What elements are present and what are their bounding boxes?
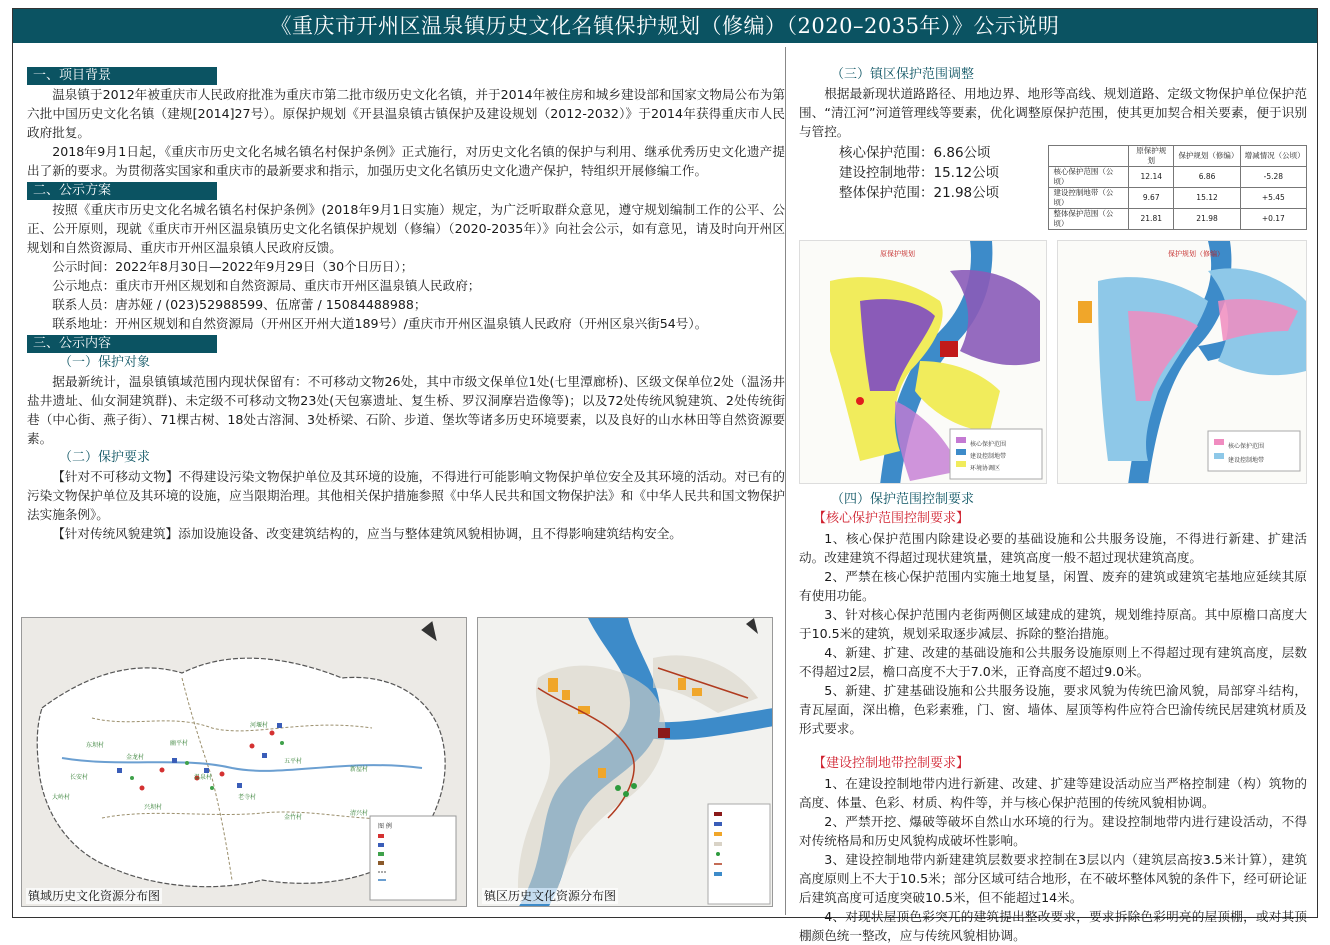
legend-title: 图 例	[378, 823, 392, 830]
table-cell: 6.86	[1174, 167, 1240, 188]
legend-env-label: 环境协调区	[970, 465, 1001, 472]
table-cell: +5.45	[1240, 188, 1306, 209]
table-header-cell: 增减情况（公顷）	[1240, 146, 1306, 167]
page-frame	[12, 8, 1318, 943]
buffer-requirements-heading: 【建设控制地带控制要求】	[813, 756, 970, 771]
village-label: 大岭村	[52, 794, 71, 801]
background-paragraph-2: 2018年9月1日起，《重庆市历史文化名城名镇名村保护条例》正式施行，对历史文化名镇的保护与利用、继承优秀历史文化遗产提出了新的要求。为贯彻落实国家和重庆市的最新要求和指示，加强历史文化名镇历史文化遗产保护，特组织开展修编工作。	[27, 144, 785, 178]
buffer-requirement-item: 2、严禁开挖、爆破等破坏自然山水环境的行为。建设控制地带内进行建设活动，不得对传统格局和历史风貌构成破坏性影响。	[799, 814, 1307, 848]
core-requirement-item: 1、核心保护范围内除建设必要的基础设施和公共服务设施，不得进行新建、扩建活动。改建建筑不得超过现状建筑量，建筑高度一般不超过现状建筑高度。	[799, 531, 1307, 565]
core-requirement-item: 5、新建、扩建基础设施和公共服务设施，要求风貌为传统巴渝风貌，局部穿斗结构，青瓦屋面，深出檐，色彩素雅，门、窗、墙体、屋顶等构件应符合巴渝传统民居建筑材质及形式要求。	[799, 683, 1307, 736]
core-requirement-item: 4、新建、扩建、改建的基础设施和公共服务设施原则上不得超过现有建筑高度，层数不得超过2层，檐口高度不大于7.0米，正脊高度不超过9.0米。	[799, 645, 1307, 679]
village-label: 金竹村	[284, 814, 303, 821]
subheading-protection-objects: （一）保护对象	[59, 355, 151, 370]
village-label: 兴坝村	[144, 804, 163, 811]
table-cell: 12.14	[1129, 167, 1174, 188]
village-label: 清兴村	[350, 810, 369, 817]
notice-address: 联系地址：开州区规划和自然资源局（开州区开州大道189号）/重庆市开州区温泉镇人民政府（开州区泉兴街54号）。	[52, 316, 708, 331]
core-requirement-item: 2、严禁在核心保护范围内实施土地复垦，闲置、废弃的建筑或建筑宅基地应延续其原有使用功能。	[799, 569, 1307, 603]
section-heading-background: 一、项目背景	[27, 67, 217, 85]
village-label: 金龙村	[126, 754, 145, 761]
table-header-cell: 保护规划（修编）	[1174, 146, 1240, 167]
table-cell: -5.28	[1240, 167, 1306, 188]
core-requirement-item: 3、针对核心保护范围内老街两侧区域建成的建筑，规划维持原高。其中原檐口高度大于10.5米的建筑，规划采取逐步减层、拆除的整治措施。	[799, 607, 1307, 641]
core-area-stat: 核心保护范围：6.86公顷	[839, 145, 991, 161]
scope-comparison-table	[1048, 145, 1307, 230]
original-zone-map	[799, 240, 1047, 484]
notice-time: 公示时间：2022年8月30日—2022年9月29日（30个日历日）；	[52, 259, 414, 274]
village-label: 老寺村	[238, 794, 257, 801]
village-label: 幽平村	[170, 740, 189, 747]
table-cell: 15.12	[1174, 188, 1240, 209]
core-requirements-heading: 【核心保护范围控制要求】	[813, 511, 970, 526]
table-cell: 9.67	[1129, 188, 1174, 209]
table-row	[1049, 167, 1307, 188]
page-title: 《重庆市开州区温泉镇历史文化名镇保护规划（修编）（2020–2035年）》公示说明	[13, 9, 1317, 43]
buffer-requirement-item: 4、对现状屋顶色彩突兀的建筑提出整改要求，要求拆除色彩明亮的屋顶棚，或对其顶棚颜色统一整改，应与传统风貌相协调。	[799, 909, 1307, 943]
town-map-caption: 镇区历史文化资源分布图	[484, 889, 617, 903]
original-plan-label: 原保护规划	[880, 250, 915, 258]
table-cell: 21.81	[1129, 209, 1174, 230]
revised-zone-map	[1057, 240, 1307, 484]
buffer-requirement-item: 1、在建设控制地带内进行新建、改建、扩建等建设活动应当严格控制建（构）筑物的高度、体量、色彩、材质、构件等，并与核心保护范围的传统风貌相协调。	[799, 776, 1307, 810]
right-column	[799, 65, 1307, 945]
original-zone-graphic	[800, 241, 1047, 484]
buffer-area-stat: 建设控制地带：15.12公顷	[839, 165, 1000, 181]
village-label: 长安村	[70, 774, 89, 781]
township-map-graphic	[22, 618, 467, 907]
village-label: 温泉村	[194, 774, 213, 781]
table-cell: 核心保护范围（公顷）	[1049, 167, 1129, 188]
village-label: 河堰村	[250, 722, 269, 729]
village-label: 东坝村	[86, 742, 105, 749]
left-column	[27, 65, 785, 543]
section-heading-content: 三、公示内容	[27, 335, 217, 353]
requirement-buildings-paragraph: 【针对传统风貌建筑】添加设施设备、改变建筑结构的，应当与整体建筑风貌相协调，且不得影响建筑结构安全。	[52, 526, 682, 541]
requirement-relics-paragraph: 【针对不可移动文物】不得建设污染文物保护单位及其环境的设施，不得进行可能影响文物保护单位安全及其环境的活动。对已有的污染文物保护单位及其环境的设施，应当限期治理。其他相关保护措施参照《中华人民共和国文物保护法》和《中华人民共和国文物保护法实施条例》。	[27, 469, 785, 522]
table-cell: 21.98	[1174, 209, 1240, 230]
legend-buffer-label: 建设控制地带	[1228, 457, 1265, 464]
table-row	[1049, 188, 1307, 209]
notice-contact: 联系人员：唐苏娅 / (023)52988599、伍席蕾 / 15084488988；	[52, 297, 427, 312]
maps-row	[21, 617, 773, 907]
protection-objects-paragraph: 据最新统计，温泉镇镇域范围内现状保留有：不可移动文物26处，其中市级文保单位1处(七里潭廊桥)、区级文保单位2处（温汤井盐井遗址、仙女洞建筑群)、未定级不可移动文物23处(天包寨遗址、复生桥、罗汉洞摩岩造像等)；以及72处传统风貌建筑、2处传统街巷（中心街、燕子街）、71棵古树、18处古溶洞、3处桥梁、石阶、步道、堡坎等诸多历史环境要素，以及良好的山水林田等自然资源要素。	[27, 374, 785, 446]
legend-core-label: 核心保护范围	[970, 441, 1007, 448]
section-heading-plan: 二、公示方案	[27, 182, 217, 200]
column-divider	[785, 47, 786, 915]
table-row	[1049, 209, 1307, 230]
total-area-stat: 整体保护范围：21.98公顷	[839, 185, 1000, 201]
town-resource-map	[477, 617, 773, 907]
scope-stats	[799, 143, 1307, 230]
scope-adjustment-paragraph: 根据最新现状道路路径、用地边界、地形等高线、规划道路、定级文物保护单位保护范围、“清江河”河道管理线等要素，优化调整原保护范围，使其更加契合相关要素，便于识别与管控。	[799, 86, 1307, 139]
legend-core-label: 核心保护范围	[1228, 443, 1265, 450]
background-paragraph-1: 温泉镇于2012年被重庆市人民政府批准为重庆市第二批市级历史文化名镇，并于2014年被住房和城乡建设部和国家文物局公布为第六批中国历史文化名镇（建规[2014]27号）。原保护规划《开县温泉镇古镇保护及建设规划（2012-2032）》于2014年获得重庆市人民政府批复。	[27, 87, 785, 140]
township-map-caption: 镇域历史文化资源分布图	[28, 889, 161, 903]
table-cell: 建设控制地带（公顷）	[1049, 188, 1129, 209]
buffer-requirement-item: 3、建设控制地带内新建建筑层数要求控制在3层以内（建筑层高按3.5米计算），建筑高度原则上不大于10.5米；部分区域可结合地形，在不破坏整体风貌的条件下，经可研论证后建筑高度可适度突破10.5米，但不能超过14米。	[799, 852, 1307, 905]
zone-maps	[799, 240, 1307, 484]
table-header-cell: 原保护规划	[1129, 146, 1174, 167]
township-resource-map	[21, 617, 467, 907]
notice-place: 公示地点：重庆市开州区规划和自然资源局、重庆市开州区温泉镇人民政府；	[52, 278, 481, 293]
subheading-scope-adjustment: （三）镇区保护范围调整	[831, 67, 975, 82]
legend-buffer-label: 建设控制地带	[970, 453, 1007, 460]
village-label: 五平村	[284, 758, 303, 765]
town-map-graphic	[478, 618, 773, 907]
revised-plan-label: 保护规划（修编）	[1168, 250, 1224, 258]
subheading-protection-requirements: （二）保护要求	[59, 450, 151, 465]
table-cell: +0.17	[1240, 209, 1306, 230]
village-label: 新屋村	[350, 766, 369, 773]
table-header-cell	[1049, 146, 1129, 167]
plan-paragraph: 按照《重庆市历史文化名城名镇名村保护条例》(2018年9月1日实施）规定，为广泛听取群众意见，遵守规划编制工作的公平、公正、公开原则，现就《重庆市开州区温泉镇历史文化名镇保护规划（修编）（2020-2035年）》向社会公示，如有意见，请及时向开州区规划和自然资源局、重庆市开州区温泉镇人民政府反馈。	[27, 202, 785, 255]
table-cell: 整体保护范围（公顷）	[1049, 209, 1129, 230]
subheading-control-requirements: （四）保护范围控制要求	[831, 492, 975, 507]
table-header-row	[1049, 146, 1307, 167]
revised-zone-graphic	[1058, 241, 1307, 484]
